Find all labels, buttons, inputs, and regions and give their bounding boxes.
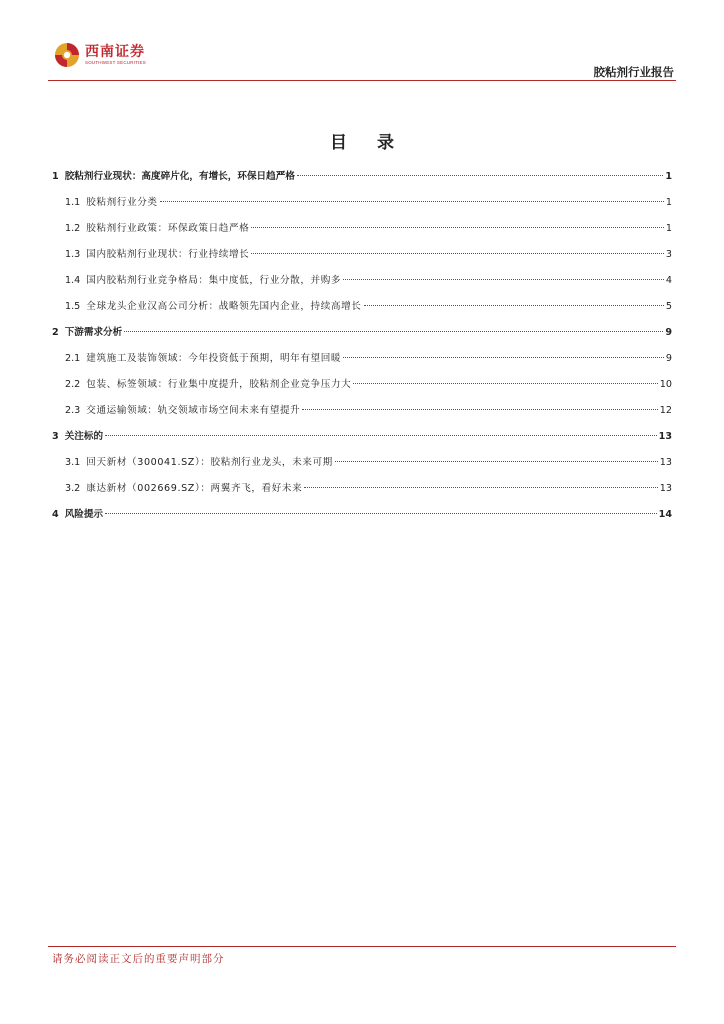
disclaimer-note: 请务必阅读正文后的重要声明部分 [52,953,225,965]
toc-entry-number: 1 [52,171,59,182]
toc-entry-page: 4 [665,275,672,286]
toc-leader-dots [304,487,657,488]
toc-entry[interactable] [52,248,672,262]
toc-entry-number: 1.4 [65,275,81,286]
toc-entry-page: 3 [665,249,672,260]
toc-entry-number: 1.5 [65,301,81,312]
toc-leader-dots [124,331,663,332]
toc-entry[interactable] [52,508,672,522]
toc-entry[interactable] [52,378,672,392]
toc-entry-title: 康达新材（002669.SZ）：两翼齐飞，看好未来 [86,483,303,494]
toc-entry-page: 14 [658,509,672,520]
toc-entry[interactable] [52,482,672,496]
toc-entry[interactable] [52,326,672,340]
toc-entry-title: 关注标的 [64,431,104,442]
toc-entry[interactable] [52,196,672,210]
report-type-label: 胶粘剂行业报告 [593,65,674,79]
company-logo [54,42,146,68]
toc-leader-dots [343,357,664,358]
toc-entry-number: 2.2 [65,379,81,390]
toc-entry[interactable] [52,430,672,444]
toc-entry-title: 建筑施工及装饰领域：今年投资低于预期，明年有望回暖 [86,353,342,364]
toc-entry[interactable] [52,300,672,314]
toc-leader-dots [297,175,663,176]
toc-entry-title: 交通运输领域：轨交领域市场空间未来有望提升 [86,405,301,416]
toc-entry[interactable] [52,456,672,470]
toc-entry-page: 1 [665,197,672,208]
toc-entry-title: 胶粘剂行业分类 [86,197,158,208]
toc-entry-number: 3 [52,431,59,442]
toc-leader-dots [251,253,664,254]
toc-entry[interactable] [52,404,672,418]
toc-entry-number: 2 [52,327,59,338]
toc-leader-dots [353,383,657,384]
toc-leader-dots [105,513,657,514]
toc-entry-number: 2.1 [65,353,81,364]
logo-english-name: SOUTHWEST SECURITIES [85,60,146,65]
toc-entry-page: 1 [665,171,672,182]
toc-entry[interactable] [52,222,672,236]
toc-entry-title: 回天新材（300041.SZ）：胶粘剂行业龙头，未来可期 [86,457,333,468]
toc-leader-dots [251,227,664,228]
toc-entry-page: 13 [659,483,672,494]
toc-entry[interactable] [52,274,672,288]
toc-entry-title: 国内胶粘剂行业竞争格局：集中度低，行业分散，并购多 [86,275,342,286]
logo-mark-icon [54,42,80,68]
toc-entry-title: 国内胶粘剂行业现状：行业持续增长 [86,249,250,260]
toc-entry-page: 1 [665,223,672,234]
toc-entry-title: 胶粘剂行业政策：环保政策日趋严格 [86,223,250,234]
toc-leader-dots [302,409,657,410]
toc-leader-dots [160,201,664,202]
toc-entry[interactable] [52,352,672,366]
toc-entry-number: 3.1 [65,457,81,468]
toc-entry-title: 胶粘剂行业现状：高度碎片化，有增长，环保日趋严格 [64,171,295,182]
toc-entry-number: 3.2 [65,483,81,494]
toc-entry-page: 5 [665,301,672,312]
logo-chinese-name: 西南证券 [85,44,145,60]
toc-leader-dots [335,461,658,462]
toc-entry-title: 风险提示 [64,509,104,520]
toc-entry-number: 1.1 [65,197,81,208]
page-header [48,38,676,82]
toc-leader-dots [105,435,657,436]
toc-leader-dots [343,279,664,280]
toc-entry-page: 9 [665,327,672,338]
toc-entry-page: 13 [658,431,672,442]
toc-entry-number: 1.3 [65,249,81,260]
toc-entry[interactable] [52,170,672,184]
toc-entry-number: 1.2 [65,223,81,234]
toc-entry-page: 13 [659,457,672,468]
toc-entry-page: 9 [665,353,672,364]
toc-entry-page: 10 [659,379,672,390]
header-divider [48,80,676,81]
toc-entry-page: 12 [659,405,672,416]
toc-entry-number: 2.3 [65,405,81,416]
toc-title: 目 录 [330,133,406,153]
footer-divider [48,946,676,947]
toc-leader-dots [364,305,664,306]
toc-entry-number: 4 [52,509,59,520]
toc-entry-title: 包装、标签领域：行业集中度提升，胶粘剂企业竞争压力大 [86,379,352,390]
toc-entry-title: 下游需求分析 [64,327,123,338]
toc-entry-title: 全球龙头企业汉高公司分析：战略领先国内企业，持续高增长 [86,301,362,312]
